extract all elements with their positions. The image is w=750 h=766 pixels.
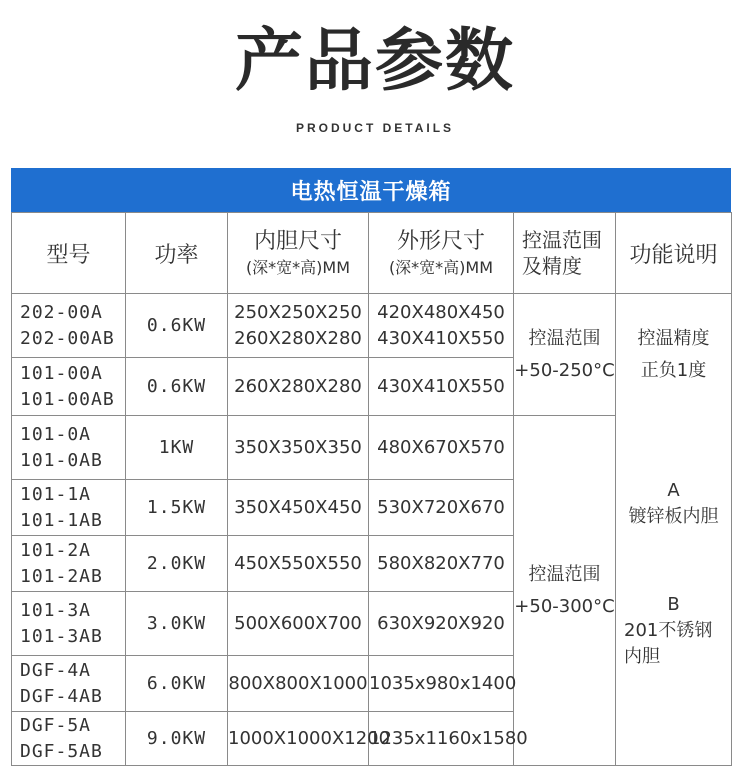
temp-range-group-1	[514, 294, 616, 416]
function-options	[616, 416, 732, 766]
inner-size-value: 250X250X250	[234, 301, 362, 323]
outer-size-cell: 580X820X770	[369, 536, 514, 592]
power-cell: 3.0KW	[126, 592, 228, 656]
model-cell	[12, 536, 126, 592]
model-cell	[12, 712, 126, 766]
option-a-letter: A	[667, 479, 680, 501]
inner-size-cell: 450X550X550	[228, 536, 369, 592]
header-model: 型号	[12, 213, 126, 294]
function-precision	[616, 294, 732, 416]
outer-size-cell: 1035x980x1400	[369, 656, 514, 712]
temp-range-label: 控温范围	[528, 327, 601, 349]
model-secondary: 101-00AB	[20, 388, 115, 410]
header-outer-size-sub: (深*宽*高)MM	[388, 257, 494, 277]
model-secondary: DGF-4AB	[20, 685, 103, 707]
header-temp-line2: 及精度	[522, 254, 582, 278]
header-temp-line1: 控温范围	[522, 228, 602, 252]
spec-grid	[11, 212, 732, 766]
model-primary: 101-3A	[20, 599, 92, 621]
header-temp	[514, 213, 616, 294]
inner-size-cell: 500X600X700	[228, 592, 369, 656]
outer-size-value: 420X480X450	[377, 301, 505, 323]
table-caption: 电热恒温干燥箱	[11, 168, 731, 212]
outer-size-value-2: 430X410X550	[377, 327, 505, 349]
model-primary: DGF-5A	[20, 714, 92, 736]
temp-range-label: 控温范围	[528, 563, 601, 585]
model-primary: 101-0A	[20, 423, 92, 445]
option-a-text: 镀锌板内胆	[628, 505, 719, 527]
header-function: 功能说明	[616, 213, 732, 294]
model-cell	[12, 358, 126, 416]
precision-value: 正负1度	[640, 359, 707, 381]
inner-size-cell: 1000X1000X1200	[228, 712, 369, 766]
model-primary: 101-00A	[20, 362, 103, 384]
model-secondary: 101-0AB	[20, 449, 103, 471]
header-power: 功率	[126, 213, 228, 294]
model-secondary: 101-3AB	[20, 625, 103, 647]
outer-size-cell	[369, 294, 514, 358]
model-cell	[12, 592, 126, 656]
precision-label: 控温精度	[637, 327, 710, 349]
model-cell	[12, 294, 126, 358]
model-cell	[12, 480, 126, 536]
inner-size-cell: 350X350X350	[228, 416, 369, 480]
temp-range-value: +50-250°C	[514, 359, 615, 381]
header-outer-size-label: 外形尺寸	[396, 228, 485, 254]
model-secondary: 101-1AB	[20, 509, 103, 531]
page-title: 产品参数	[234, 22, 515, 101]
table-row	[12, 294, 732, 358]
outer-size-cell: 480X670X570	[369, 416, 514, 480]
temp-range-group-2	[514, 416, 616, 766]
inner-size-cell: 800X800X1000	[228, 656, 369, 712]
model-secondary: 202-00AB	[20, 327, 115, 349]
power-cell: 9.0KW	[126, 712, 228, 766]
option-b-letter: B	[667, 593, 680, 615]
model-primary: DGF-4A	[20, 659, 92, 681]
power-cell: 6.0KW	[126, 656, 228, 712]
temp-range-value: +50-300°C	[514, 595, 615, 617]
inner-size-value-2: 260X280X280	[234, 327, 362, 349]
power-cell: 1.5KW	[126, 480, 228, 536]
option-b-text-1: 201不锈钢	[624, 619, 713, 641]
page-subtitle: PRODUCT DETAILS	[295, 121, 455, 135]
model-cell	[12, 656, 126, 712]
power-cell: 0.6KW	[126, 294, 228, 358]
inner-size-cell: 260X280X280	[228, 358, 369, 416]
model-cell	[12, 416, 126, 480]
outer-size-cell: 1235x1160x1580	[369, 712, 514, 766]
power-cell: 2.0KW	[126, 536, 228, 592]
table-row	[12, 416, 732, 480]
header-inner-size-sub: (深*宽*高)MM	[245, 257, 351, 277]
inner-size-cell	[228, 294, 369, 358]
model-primary: 101-1A	[20, 483, 92, 505]
outer-size-cell: 530X720X670	[369, 480, 514, 536]
header-inner-size-label: 内胆尺寸	[253, 228, 342, 254]
spec-table	[11, 168, 731, 766]
header-outer-size	[369, 213, 514, 294]
model-secondary: DGF-5AB	[20, 740, 103, 762]
power-cell: 1KW	[126, 416, 228, 480]
option-b-text-2: 内胆	[624, 645, 660, 667]
model-secondary: 101-2AB	[20, 565, 103, 587]
model-primary: 202-00A	[20, 301, 103, 323]
power-cell: 0.6KW	[126, 358, 228, 416]
inner-size-cell: 350X450X450	[228, 480, 369, 536]
header-row	[12, 213, 732, 294]
outer-size-cell: 630X920X920	[369, 592, 514, 656]
model-primary: 101-2A	[20, 539, 92, 561]
outer-size-cell: 430X410X550	[369, 358, 514, 416]
header-inner-size	[228, 213, 369, 294]
